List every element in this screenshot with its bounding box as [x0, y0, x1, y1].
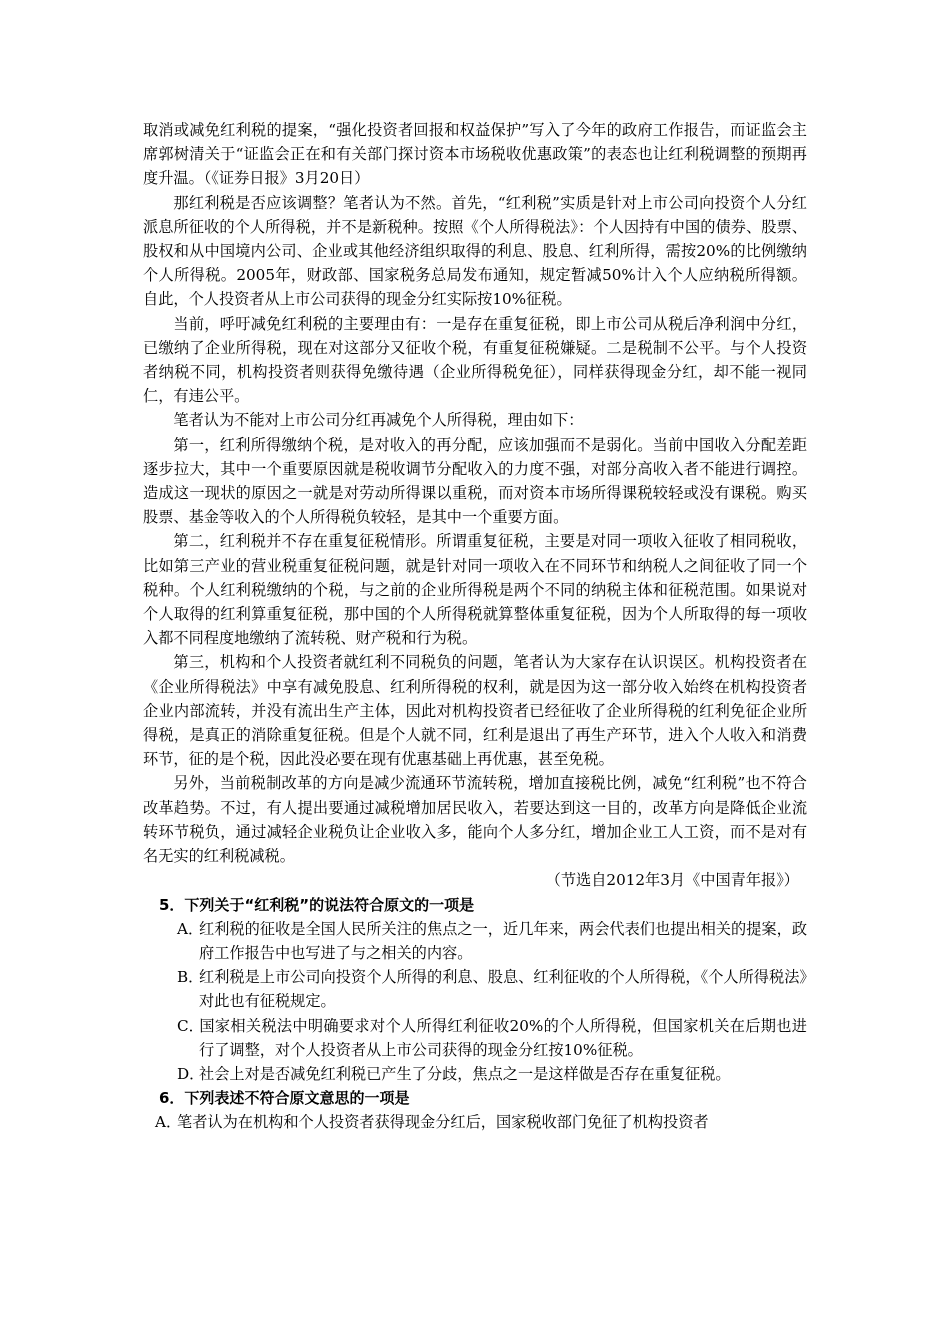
option-text: 国家相关税法中明确要求对个人所得红利征收20%的个人所得税，但国家机关在后期也进行了调整，对个人投资者从上市公司获得的现金分红按10%征税。 — [199, 1016, 807, 1059]
paragraph-6: 第二，红利税并不存在重复征税情形。所谓重复征税，主要是对同一项收入征收了相同税收，比如第三产业的营业税重复征税问题，就是针对同一项收入在不同环节和纳税人之间征收了同一个税种。个人红利税缴纳的个税，与之前的企业所得税是两个不同的纳税主体和征税范围。如果说对个人取得的红利算重复征税，那中国的个人所得税就算整体重复征税，因为个人所取得的每一项收入都不同程度地缴纳了流转税、财产税和行为税。 — [143, 532, 807, 648]
paragraph-3: 当前，呼吁减免红利税的主要理由有：一是存在重复征税，即上市公司从税后净利润中分红，已缴纳了企业所得税，现在对这部分又征收个税，有重复征税嫌疑。二是税制不公平。与个人投资者纳税不同，机构投资者则获得免缴待遇（企业所得税免征），同样获得现金分红，却不能一视同仁，有违公平。 — [143, 314, 807, 406]
article-body — [143, 118, 807, 893]
paragraph-7: 第三，机构和个人投资者就红利不同税负的问题，笔者认为大家存在认识误区。机构投资者在《企业所得税法》中享有减免股息、红利所得税的权利，就是因为这一部分收入始终在机构投资者企业内部流转，并没有流出生产主体，因此对机构投资者已经征收了企业所得税的红利免征企业所得税，是真正的消除重复征税。但是个人就不同，红利是退出了再生产环节，进入个人收入和消费环节，征的是个税，因此没必要在现有优惠基础上再优惠，甚至免税。 — [143, 653, 807, 769]
option-label: C． — [177, 1016, 204, 1035]
option-label: A． — [155, 1113, 182, 1132]
paragraph-4: 笔者认为不能对上市公司分红再减免个人所得税，理由如下： — [173, 411, 584, 430]
option-label: A． — [177, 919, 204, 938]
source-citation: （节选自2012年3月《中国青年报》） — [545, 871, 799, 890]
paragraph-2: 那红利税是否应该调整？笔者认为不然。首先，“红利税”实质是针对上市公司向投资个人分红派息所征收的个人所得税，并不是新税种。按照《个人所得税法》：个人因持有中国的债券、股票、股权和从中国境内公司、企业或其他经济组织取得的利息、股息、红利所得，需按20%的比例缴纳个人所得税。2005年，财政部、国家税务总局发布通知，规定暂减50%计入个人应纳税所得额。自此，个人投资者从上市公司获得的现金分红实际按10%征税。 — [143, 193, 807, 309]
option-b — [143, 965, 807, 1013]
question-5 — [143, 893, 807, 1087]
paragraph-5: 第一，红利所得缴纳个税，是对收入的再分配，应该加强而不是弱化。当前中国收入分配差距逐步拉大，其中一个重要原因就是税收调节分配收入的力度不强，对部分高收入者不能进行调控。造成这一现状的原因之一就是对劳动所得课以重税，而对资本市场所得课税较轻或没有课税。购买股票、基金等收入的个人所得税负较轻，是其中一个重要方面。 — [143, 435, 807, 527]
question-stem: 6．下列表述不符合原文意思的一项是 — [159, 1089, 410, 1108]
question-stem: 5．下列关于“红利税”的说法符合原文的一项是 — [159, 895, 475, 914]
option-text: 红利税的征收是全国人民所关注的焦点之一，近几年来，两会代表们也提出相关的提案，政府工作报告中也写进了与之相关的内容。 — [199, 919, 807, 962]
option-text: 红利税是上市公司向投资个人所得的利息、股息、红利征收的个人所得税，《个人所得税法》对此也有征税规定。 — [199, 968, 807, 1011]
paragraph-1: 取消或减免红利税的提案，“强化投资者回报和权益保护”写入了今年的政府工作报告，而证监会主席郭树清关于“证监会正在和有关部门探讨资本市场税收优惠政策”的表态也让红利税调整的预期再度升温。（《证券日报》3月20日） — [143, 121, 807, 188]
option-a — [143, 917, 807, 965]
document-page — [143, 118, 807, 1135]
option-a — [143, 1110, 807, 1134]
option-text: 笔者认为在机构和个人投资者获得现金分红后，国家税收部门免征了机构投资者 — [177, 1113, 709, 1132]
option-label: B． — [177, 968, 204, 987]
option-d — [143, 1062, 807, 1086]
paragraph-8: 另外，当前税制改革的方向是减少流通环节流转税，增加直接税比例，减免“红利税”也不符合改革趋势。不过，有人提出要通过减税增加居民收入，若要达到这一目的，改革方向是降低企业流转环节税负，通过减轻企业税负让企业收入多，能向个人多分红，增加企业工人工资，而不是对有名无实的红利税减税。 — [143, 774, 807, 866]
question-6 — [143, 1086, 807, 1134]
option-label: D． — [177, 1064, 205, 1083]
option-c — [143, 1014, 807, 1062]
option-text: 社会上对是否减免红利税已产生了分歧，焦点之一是这样做是否存在重复征税。 — [199, 1064, 731, 1083]
